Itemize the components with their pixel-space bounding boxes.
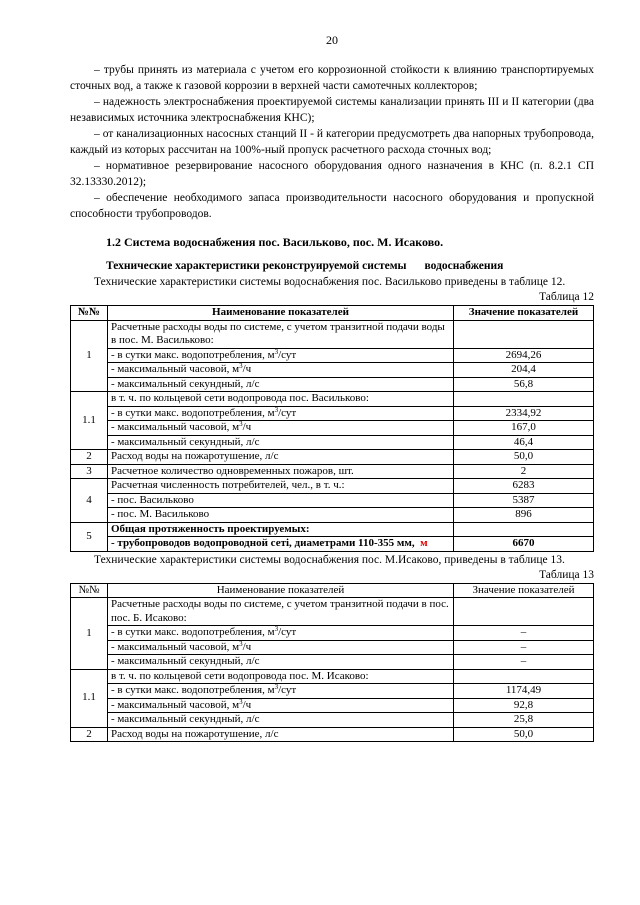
row-value [454, 598, 594, 626]
row-name [108, 363, 454, 378]
row-name [108, 406, 454, 421]
row-name: Расход воды на пожаротушение, л/с [108, 450, 454, 465]
table-12-caption: Таблица 12 [539, 291, 594, 303]
row-number: 5 [71, 522, 108, 551]
col-header-name: Наименование показателей [108, 583, 454, 598]
bullet-pipe-material: – трубы принять из материала с учетом его коррозионной стойкости к влиянию транспортируемых сточных вод, а также к газовой коррозии в верхней части самотечных коллекторов; [70, 64, 594, 92]
row-name-text: - максимальный часовой, м [111, 640, 240, 653]
table-row [71, 698, 594, 713]
table-row [71, 508, 594, 523]
table-row [71, 348, 594, 363]
unit-superscript: 3 [239, 362, 243, 370]
row-value [454, 669, 594, 684]
row-name [108, 640, 454, 655]
subheading-part-2: водоснабжения [424, 260, 504, 272]
row-value: 2334,92 [454, 406, 594, 421]
row-name: Расход воды на пожаротушение, л/с [108, 727, 454, 742]
row-name: - пос. М. Васильково [108, 508, 454, 523]
table-row [71, 684, 594, 699]
col-header-number: №№ [71, 583, 108, 598]
row-value: 6670 [454, 537, 594, 552]
row-name [108, 537, 454, 552]
unit-suffix: /сут [278, 626, 297, 638]
row-name [108, 626, 454, 641]
intro-table-12: Технические характеристики системы водоснабжения пос. Васильково приведены в таблице 12. [94, 276, 566, 288]
table-row [71, 655, 594, 670]
row-name [108, 421, 454, 436]
row-number: 4 [71, 479, 108, 523]
row-value: 50,0 [454, 727, 594, 742]
unit-suffix: /сут [278, 406, 297, 419]
unit-superscript: 3 [274, 625, 279, 633]
unit-suffix: /ч [242, 421, 252, 433]
row-name: - максимальный секундный, л/с [108, 713, 454, 728]
subheading-part-1: Технические характеристики реконструируемой системы [106, 260, 407, 272]
row-name: - максимальный секундный, л/с [108, 435, 454, 450]
table-13 [70, 583, 594, 743]
row-name: Расчетная численность потребителей, чел., в т. ч.: [108, 479, 454, 494]
row-name-text: - в сутки макс. водопотребления, м [111, 684, 275, 696]
unit-superscript: 3 [239, 639, 243, 648]
table-row [71, 377, 594, 392]
row-value: 25,8 [454, 713, 594, 728]
row-number: 3 [71, 464, 108, 479]
table-row [71, 640, 594, 655]
unit-superscript: 3 [239, 420, 243, 428]
subheading [70, 258, 594, 274]
page-number: 20 [326, 33, 338, 47]
row-value: – [454, 655, 594, 670]
table-row [71, 450, 594, 465]
col-header-value: Значение показателей [454, 583, 594, 598]
table-row [71, 493, 594, 508]
col-header-number: №№ [71, 306, 108, 321]
row-number: 2 [71, 450, 108, 465]
table-row [71, 537, 594, 552]
row-name: Общая протяженность проектируемых: [108, 522, 454, 537]
intro-table-13: Технические характеристики системы водоснабжения пос. М.Исаково, приведены в таблице 13. [94, 553, 565, 566]
bullet-capacity-reserve: – обеспечение необходимого запаса производительности насосного оборудования и пропускной способности трубопроводов. [70, 192, 594, 220]
row-value: – [454, 626, 594, 641]
row-number: 1.1 [71, 669, 108, 727]
row-name: Расчетные расходы воды по системе, с учетом транзитной подачи в пос. пос. Б. Исаково: [108, 598, 454, 626]
row-name-text: - в сутки макс. водопотребления, м [111, 626, 275, 638]
row-value: 92,8 [454, 698, 594, 713]
row-name: - максимальный секундный, л/с [108, 655, 454, 670]
table-13-header-row [71, 583, 594, 598]
unit-superscript: 3 [274, 683, 279, 691]
bullet-power-reliability: – надежность электроснабжения проектируемой системы канализации принять III и II категории (два независимых источника электроснабжения КНС); [70, 96, 594, 124]
table-row [71, 320, 594, 348]
row-name: в т. ч. по кольцевой сети водопровода пос. М. Исаково: [108, 669, 454, 684]
row-name-text: - максимальный часовой, м [111, 421, 240, 433]
row-value [454, 522, 594, 537]
row-value: 167,0 [454, 421, 594, 436]
unit-superscript: 3 [239, 697, 243, 706]
row-value: 6283 [454, 479, 594, 494]
unit-suffix: /сут [278, 684, 297, 696]
row-name: Расчетное количество одновременных пожаров, шт. [108, 464, 454, 479]
row-name: - максимальный секундный, л/с [108, 377, 454, 392]
section-heading: 1.2 Система водоснабжения пос. Васильково, пос. М. Исаково. [106, 235, 444, 249]
row-value: 1174,49 [454, 684, 594, 699]
unit-mark: м [420, 537, 428, 549]
table-row [71, 669, 594, 684]
table-12 [70, 305, 594, 552]
row-number: 2 [71, 727, 108, 742]
row-name-text: - трубопроводов водопроводной сетi, диаметрами 110-355 мм, [111, 537, 415, 549]
row-value [454, 392, 594, 407]
row-name-text: - максимальный часовой, м [111, 363, 240, 375]
row-value: 896 [454, 508, 594, 523]
table-row [71, 421, 594, 436]
row-number: 1 [71, 598, 108, 670]
row-value [454, 320, 594, 348]
row-name: Расчетные расходы воды по системе, с учетом транзитной подачи воды в пос. М. Васильково: [108, 320, 454, 348]
row-name [108, 684, 454, 699]
unit-superscript: 3 [274, 405, 279, 414]
row-number: 1.1 [71, 392, 108, 450]
row-name [108, 348, 454, 363]
col-header-name: Наименование показателей [108, 306, 454, 321]
table-row [71, 363, 594, 378]
row-name [108, 698, 454, 713]
table-row [71, 626, 594, 641]
unit-suffix: /ч [242, 640, 252, 653]
table-row [71, 522, 594, 537]
row-number: 1 [71, 320, 108, 392]
row-value: 5387 [454, 493, 594, 508]
table-row [71, 464, 594, 479]
bullet-pump-redundancy: – нормативное резервирование насосного оборудования одного назначения в КНС (п. 8.2.1 СП 32.13330.2012); [70, 160, 594, 188]
row-value: 50,0 [454, 450, 594, 465]
row-value: – [454, 640, 594, 655]
row-name-text: - в сутки макс. водопотребления, м [111, 348, 275, 361]
row-name-text: - максимальный часовой, м [111, 698, 240, 711]
table-row [71, 727, 594, 742]
table-row [71, 598, 594, 626]
row-value: 2694,26 [454, 348, 594, 363]
unit-suffix: /сут [278, 348, 297, 361]
col-header-value: Значение показателей [454, 306, 594, 321]
row-value: 204,4 [454, 363, 594, 378]
table-row [71, 479, 594, 494]
row-value: 46,4 [454, 435, 594, 450]
unit-suffix: /ч [242, 698, 252, 711]
table-row [71, 406, 594, 421]
table-row [71, 713, 594, 728]
table-row [71, 392, 594, 407]
row-value: 2 [454, 464, 594, 479]
table-13-caption: Таблица 13 [539, 568, 594, 581]
table-row [71, 435, 594, 450]
row-name: - пос. Васильково [108, 493, 454, 508]
unit-suffix: /ч [242, 363, 252, 375]
unit-superscript: 3 [274, 347, 279, 356]
row-name: в т. ч. по кольцевой сети водопровода пос. Васильково: [108, 392, 454, 407]
bullet-pressure-pipelines: – от канализационных насосных станций II - й категории предусмотреть два напорных трубопровода, каждый из которых рассчитан на 100%-ный пропуск расчетного расхода сточных вод; [70, 128, 594, 156]
row-name-text: - в сутки макс. водопотребления, м [111, 406, 275, 419]
table-12-header-row [71, 306, 594, 321]
row-value: 56,8 [454, 377, 594, 392]
